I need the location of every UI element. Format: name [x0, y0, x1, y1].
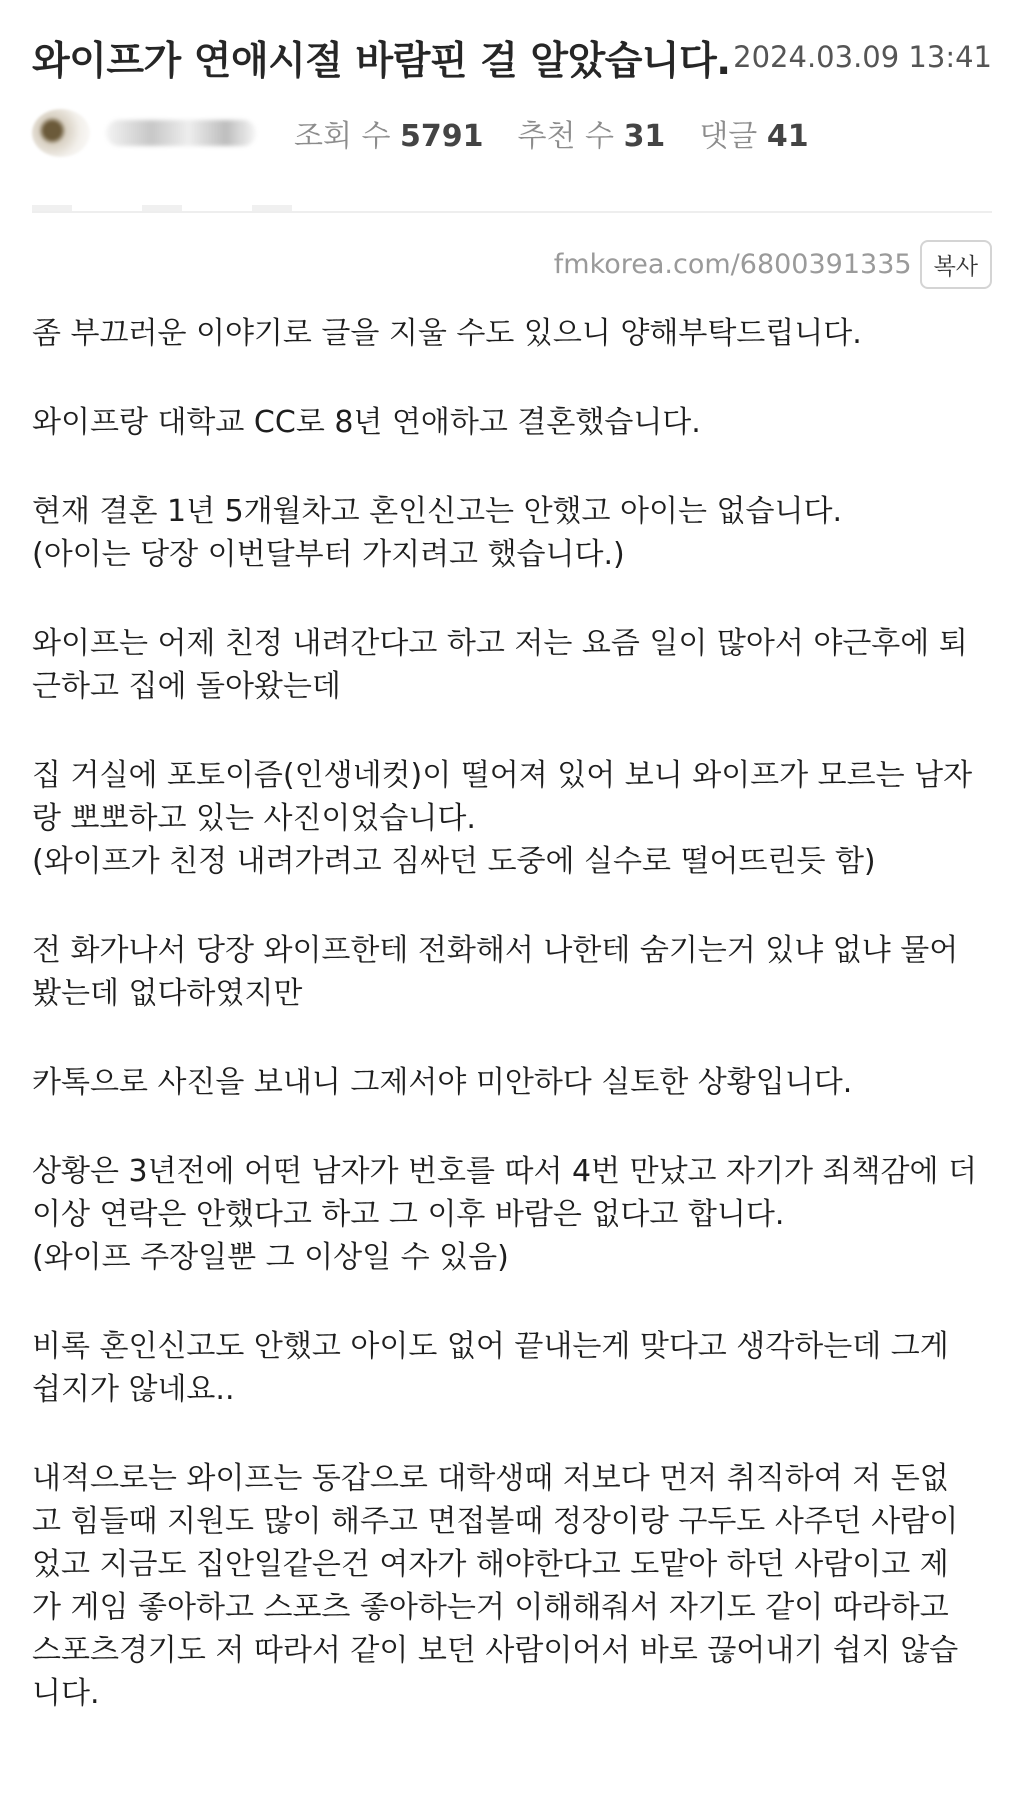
view-count [294, 111, 484, 155]
post-url[interactable]: fmkorea.com/6800391335 [553, 249, 912, 280]
body-line: 와이프는 어제 친정 내려간다고 하고 저는 요즘 일이 많아서 야근후에 퇴 [32, 626, 968, 661]
avatar[interactable] [32, 109, 90, 157]
body-paragraph [32, 490, 1000, 576]
body-line: 현재 결혼 1년 5개월차고 혼인신고는 안했고 아이는 없습니다. [32, 494, 842, 529]
recommend-count-label: 추천 수 [517, 119, 615, 154]
recommend-count [518, 111, 666, 155]
view-count-label: 조회 수 [294, 119, 391, 154]
post-meta [32, 108, 843, 158]
post-url-row [554, 240, 992, 289]
view-count-value: 5791 [400, 119, 484, 154]
body-line: 니다. [32, 1676, 100, 1711]
recommend-count-value: 31 [623, 119, 666, 154]
body-paragraph [32, 1325, 1000, 1411]
body-line: 전 화가나서 당장 와이프한테 전화해서 나한테 숨기는거 있냐 없냐 물어 [32, 933, 959, 968]
body-line: 좀 부끄러운 이야기로 글을 지울 수도 있으니 양해부탁드립니다. [32, 316, 862, 351]
body-line: 이상 연락은 안했다고 하고 그 이후 바람은 없다고 합니다. [32, 1197, 785, 1232]
comment-count-value: 41 [766, 119, 809, 154]
body-line: 카톡으로 사진을 보내니 그제서야 미안하다 실토한 상황입니다. [32, 1065, 853, 1100]
body-line: (와이프가 친정 내려가려고 짐싸던 도중에 실수로 떨어뜨린듯 함) [32, 844, 876, 879]
copy-url-button[interactable]: 복사 [920, 240, 992, 289]
body-line: 비록 혼인신고도 안했고 아이도 없어 끝내는게 맞다고 생각하는데 그게 [32, 1329, 949, 1364]
post-title: 와이프가 연애시절 바람핀 걸 알았습니다. [32, 39, 731, 84]
body-line: 랑 뽀뽀하고 있는 사진이었습니다. [32, 801, 476, 836]
body-line: 집 거실에 포토이즘(인생네컷)이 떨어져 있어 보니 와이프가 모르는 남자 [32, 758, 973, 793]
body-paragraph [32, 1150, 1000, 1279]
body-line: 가 게임 좋아하고 스포츠 좋아하는거 이해해줘서 자기도 같이 따라하고 [32, 1590, 949, 1625]
comment-count-label: 댓글 [699, 119, 758, 154]
body-line: 내적으로는 와이프는 동갑으로 대학생때 저보다 먼저 취직하여 저 돈없 [32, 1461, 949, 1496]
body-line: (와이프 주장일뿐 그 이상일 수 있음) [32, 1240, 509, 1275]
author-nickname-blurred[interactable] [106, 120, 256, 146]
post-header [0, 0, 1024, 220]
header-divider [32, 211, 992, 213]
body-line: 상황은 3년전에 어떤 남자가 번호를 따서 4번 만났고 자기가 죄책감에 더 [32, 1154, 977, 1189]
body-line: 근하고 집에 돌아왔는데 [32, 669, 341, 704]
body-line: (아이는 당장 이번달부터 가지려고 했습니다.) [32, 537, 625, 572]
body-line: 쉽지가 않네요.. [32, 1372, 235, 1407]
body-line: 봤는데 없다하였지만 [32, 976, 303, 1011]
body-paragraph [32, 312, 1000, 355]
body-paragraph [32, 929, 1000, 1015]
body-paragraph [32, 622, 1000, 708]
body-line: 고 힘들때 지원도 많이 해주고 면접볼때 정장이랑 구두도 사주던 사람이 [32, 1504, 959, 1539]
body-line: 스포츠경기도 저 따라서 같이 보던 사람이어서 바로 끊어내기 쉽지 않습 [32, 1633, 959, 1668]
body-line: 와이프랑 대학교 CC로 8년 연애하고 결혼했습니다. [32, 405, 701, 440]
body-paragraph [32, 754, 1000, 883]
post-body [32, 312, 1000, 1761]
comment-count[interactable] [699, 111, 808, 155]
post-date: 2024.03.09 13:41 [733, 40, 992, 74]
body-paragraph [32, 1061, 1000, 1104]
body-paragraph [32, 401, 1000, 444]
body-paragraph [32, 1457, 1000, 1715]
body-line: 었고 지금도 집안일같은건 여자가 해야한다고 도맡아 하던 사람이고 제 [32, 1547, 949, 1582]
